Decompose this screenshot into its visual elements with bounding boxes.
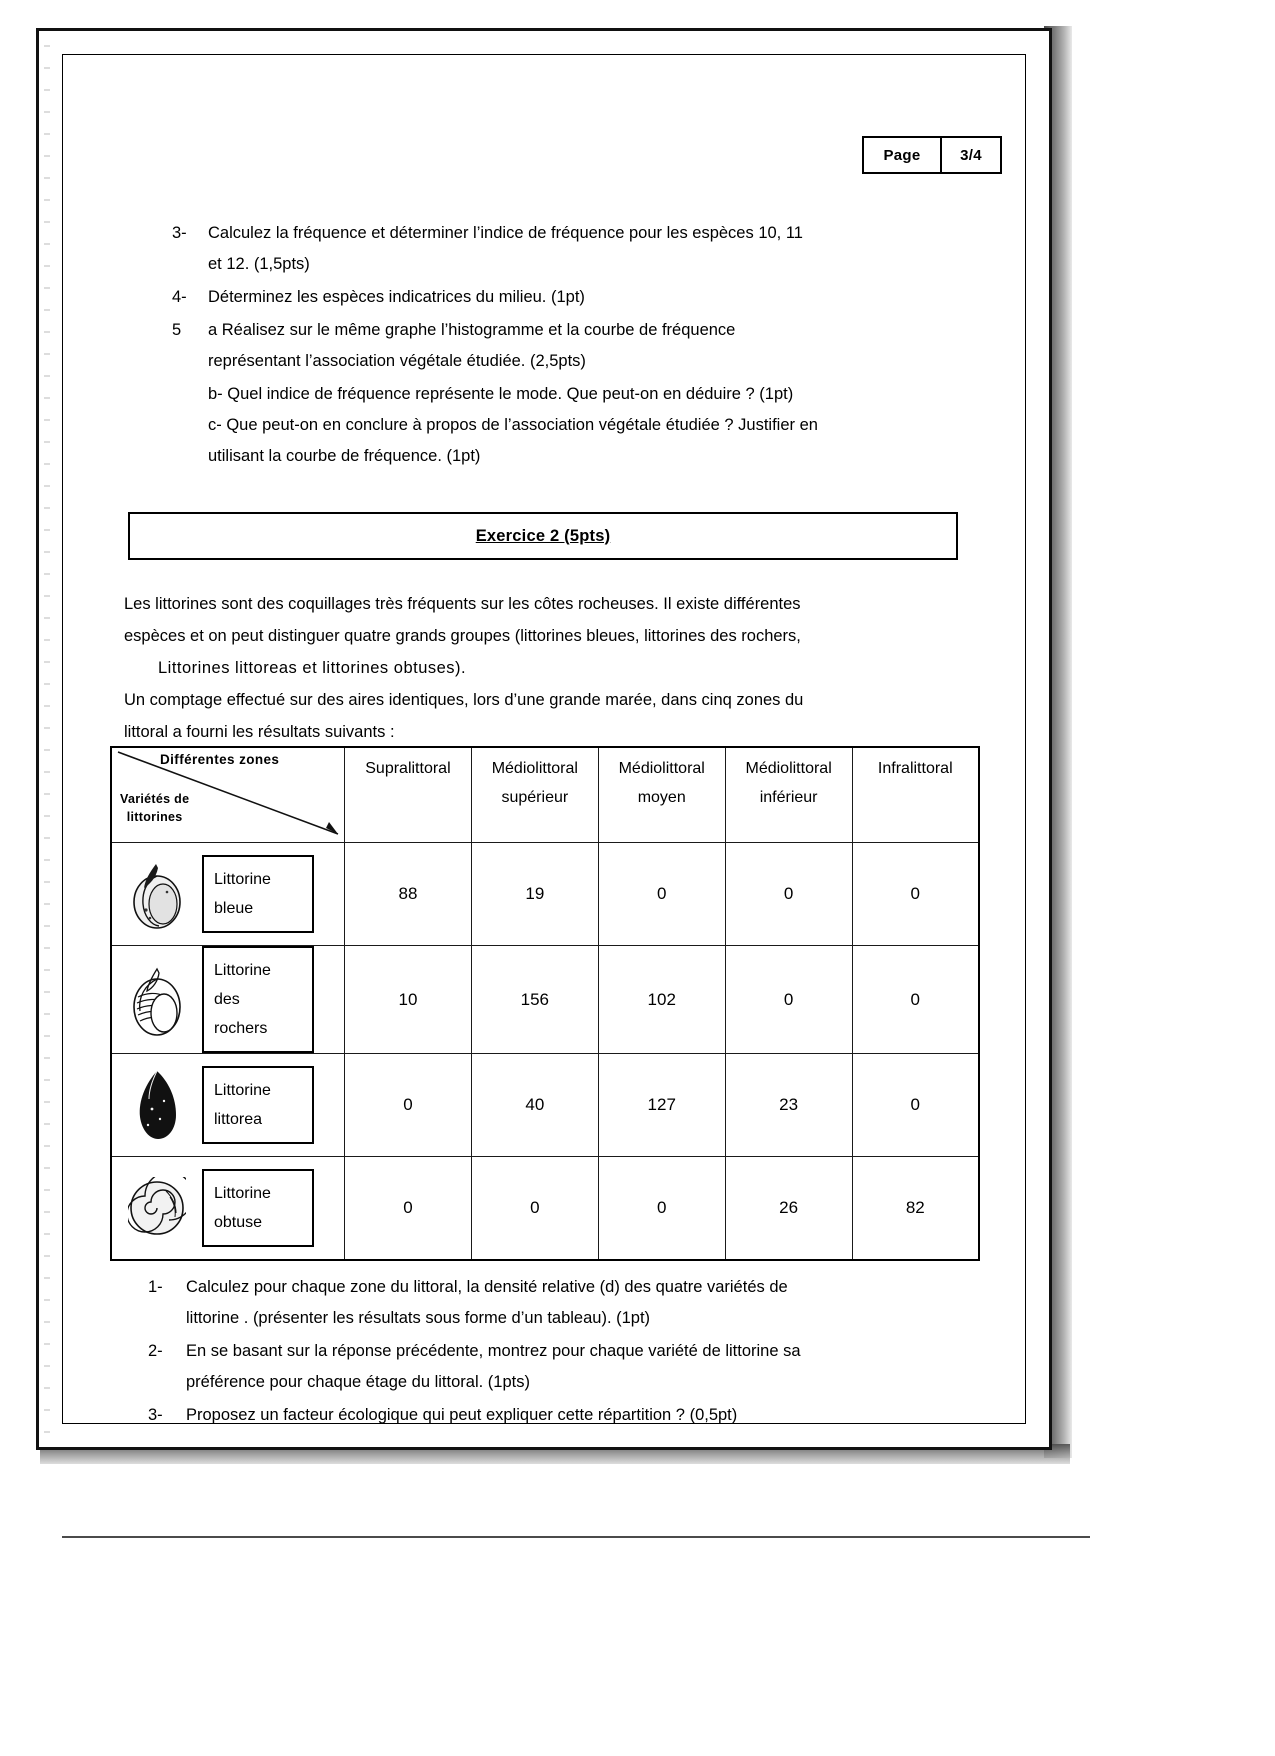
count-cell: 82 [852,1157,979,1261]
intro-paragraph [124,588,990,748]
question-item [172,315,972,377]
species-label-line1: Littorine [214,1082,271,1099]
count-cell: 19 [471,843,598,946]
species-label-line2: bleue [214,900,254,917]
species-cell [111,1054,345,1157]
questions-bottom-list [148,1272,994,1433]
species-label-line3: rochers [214,1020,268,1037]
question-text [208,218,968,280]
column-header-line1: Supralittoral [365,760,451,777]
question-number: 4- [172,288,187,306]
species-cell [111,1157,345,1261]
table-row [111,946,979,1054]
species-label-line2: littorea [214,1111,263,1128]
intro-line: Les littorines sont des coquillages très fréquents sur les côtes rocheuses. Il existe différentes [124,595,801,613]
count-cell: 88 [345,843,472,946]
question-number: 1- [148,1278,163,1296]
question-subitem-c-cont: utilisant la courbe de fréquence. (1pt) [208,447,481,465]
question-line: En se basant sur la réponse précédente, montrez pour chaque variété de littorine sa [186,1342,801,1360]
column-header-line1: Médiolittoral [618,760,705,777]
question-item [172,218,972,280]
species-label-line2: des [214,991,240,1008]
question-subitem-c: c- Que peut-on en conclure à propos de l’association végétale étudiée ? Justifier en [208,416,818,434]
corner-varieties-line2: littorines [126,810,183,824]
shell-flat-icon [126,1177,188,1239]
corner-varieties-line1: Variétés de [120,792,190,806]
species-cell [111,843,345,946]
question-line: a Réalisez sur le même graphe l’histogramme et la courbe de fréquence [208,321,736,339]
page-number-box [862,136,1002,174]
count-cell: 0 [725,843,852,946]
species-label-line1: Littorine [214,962,271,979]
count-cell: 0 [471,1157,598,1261]
count-cell: 23 [725,1054,852,1157]
column-header-line1: Médiolittoral [491,760,578,777]
species-label [202,946,314,1053]
question-text [208,315,968,377]
question-text [186,1336,986,1398]
shell-dark-icon [126,1067,188,1143]
species-label [202,1066,314,1144]
exercise-banner [128,512,958,560]
question-item [148,1272,994,1334]
question-line: littorine . (présenter les résultats sous forme d’un tableau). (1pt) [186,1309,651,1327]
count-cell: 0 [598,843,725,946]
corner-varieties-label [120,790,189,826]
question-text [186,1272,986,1334]
table-row [111,843,979,946]
question-text: Proposez un facteur écologique qui peut expliquer cette répartition ? (0,5pt) [186,1406,738,1424]
column-header-infralittoral [852,747,979,843]
question-line: et 12. (1,5pts) [208,255,310,273]
question-subitem-b: b- Quel indice de fréquence représente le mode. Que peut-on en déduire ? (1pt) [208,385,794,403]
count-cell: 0 [852,946,979,1054]
column-header-line1: Médiolittoral [745,760,832,777]
count-cell: 0 [852,843,979,946]
column-header-line2: inférieur [759,789,818,806]
count-cell: 0 [598,1157,725,1261]
question-number: 2- [148,1342,163,1360]
count-cell: 0 [852,1054,979,1157]
questions-top-list [172,218,972,472]
column-header-line1: Infralittoral [877,760,953,777]
question-text: Déterminez les espèces indicatrices du milieu. (1pt) [208,288,585,306]
column-header-mediolittoral-superieur [471,747,598,843]
intro-line: Un comptage effectué sur des aires identiques, lors d’une grande marée, dans cinq zones du [124,691,804,709]
question-item [148,1400,994,1431]
table-row [111,1157,979,1261]
column-header-mediolittoral-inferieur [725,747,852,843]
column-header-line2: supérieur [501,789,569,806]
count-cell: 10 [345,946,472,1054]
count-cell: 0 [345,1157,472,1261]
count-cell: 26 [725,1157,852,1261]
intro-line: espèces et on peut distinguer quatre grands groupes (littorines bleues, littorines des rochers, [124,627,801,645]
column-header-supralittoral [345,747,472,843]
question-line: préférence pour chaque étage du littoral. (1pts) [186,1373,530,1391]
intro-line: littoral a fourni les résultats suivants : [124,723,395,741]
page-number-label: Page [883,146,921,164]
question-line: Calculez pour chaque zone du littoral, la densité relative (d) des quatre variétés de [186,1278,788,1296]
count-cell: 0 [725,946,852,1054]
question-number: 3- [172,224,187,242]
species-label [202,1169,314,1247]
table-header-row [111,747,979,843]
page-number-value: 3/4 [940,138,1000,172]
count-cell: 40 [471,1054,598,1157]
count-cell: 127 [598,1054,725,1157]
page-bottom-rule [62,1536,1090,1538]
count-cell: 102 [598,946,725,1054]
question-line: représentant l’association végétale étudiée. (2,5pts) [208,352,586,370]
corner-zones-label: Différentes zones [160,752,280,767]
count-cell: 0 [345,1054,472,1157]
species-label-line2: obtuse [214,1214,263,1231]
question-item [172,282,972,313]
table-row [111,1054,979,1157]
column-header-line2: moyen [637,789,686,806]
exercise-title: Exercice 2 (5pts) [475,526,611,545]
scan-edge-speckle [44,36,50,1436]
species-cell [111,946,345,1054]
question-line: Calculez la fréquence et déterminer l’indice de fréquence pour les espèces 10, 11 [208,224,803,242]
littorines-count-table [110,746,980,1261]
intro-line: Littorines littoreas et littorines obtuses). [158,659,467,677]
species-label [202,855,314,933]
species-label-line1: Littorine [214,871,271,888]
question-number: 3- [148,1406,163,1424]
table-corner-cell [111,747,345,843]
column-header-mediolittoral-moyen [598,747,725,843]
shell-rough-icon [126,961,188,1039]
shell-blue-icon [126,858,188,930]
question-number: 5 [172,321,182,339]
question-item [148,1336,994,1398]
species-label-line1: Littorine [214,1185,271,1202]
count-cell: 156 [471,946,598,1054]
